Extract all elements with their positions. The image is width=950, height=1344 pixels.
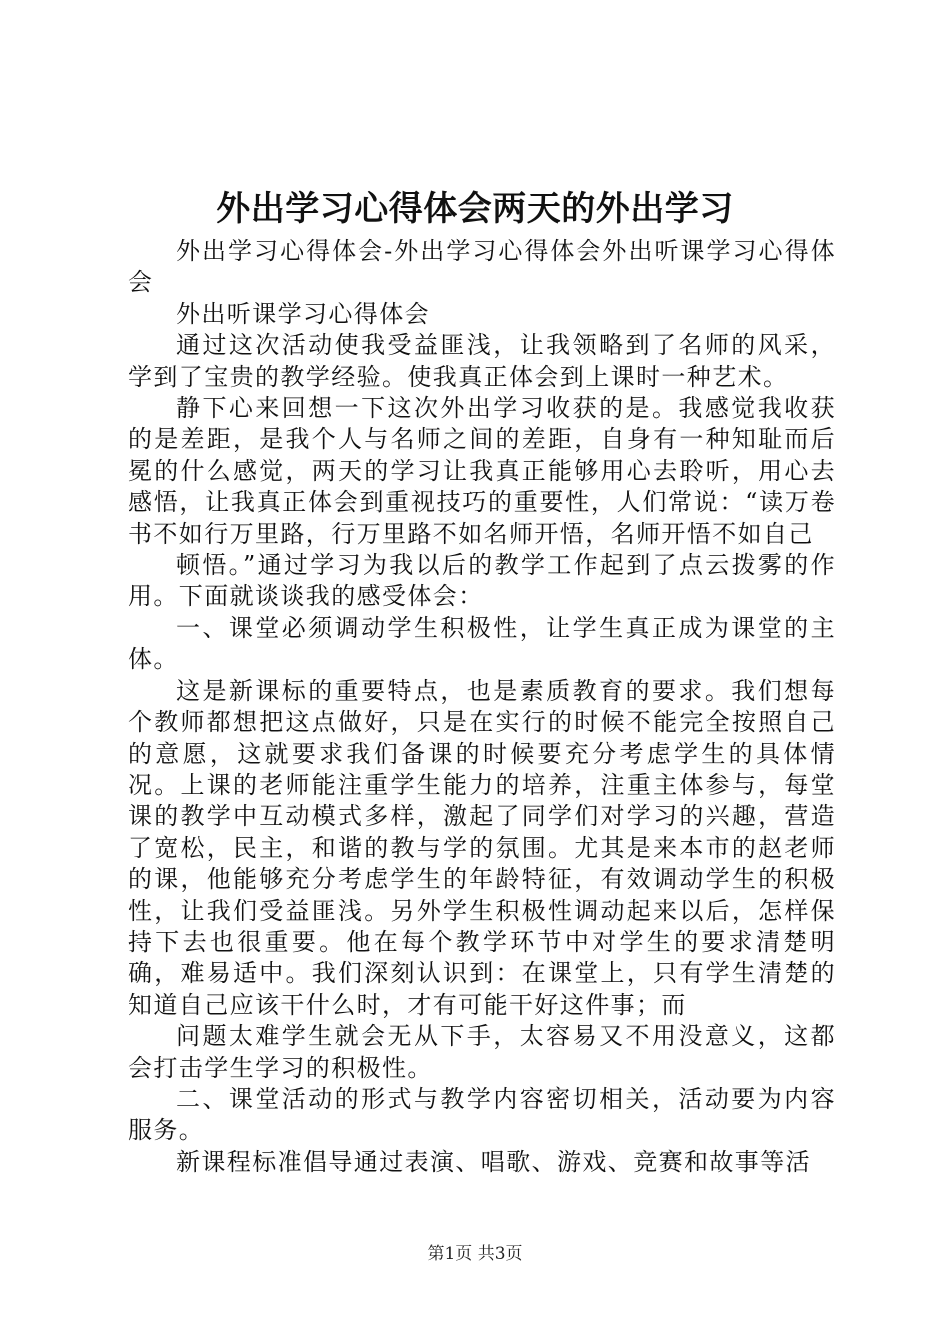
paragraph-3: 通过这次活动使我受益匪浅，让我领略到了名师的风采，学到了宝贵的教学经验。使我真正体会到上课时一种艺术。 [128,331,836,391]
paragraph-2: 外出听课学习心得体会 [176,299,430,328]
paragraph-1: 外出学习心得体会-外出学习心得体会外出听课学习心得体会 [128,237,836,297]
paragraph-7: 这是新课标的重要特点，也是素质教育的要求。我们想每个教师都想把这点做好，只是在实行的时候不能完全按照自己的意愿，这就要求我们备课的时候要充分考虑学生的具体情况。上课的老师能注重学生能力的培养，注重主体参与，每堂课的教学中互动模式多样，激起了同学们对学习的兴趣，营造了宽松，民主，和谐的教与学的氛围。尤其是来本市的赵老师的课，他能够充分考虑学生的年龄特征，有效调动学生的积极性，让我们受益匪浅。另外学生积极性调动起来以后，怎样保持下去也很重要。他在每个教学环节中对学生的要求清楚明确，难易适中。我们深刻认识到：在课堂上，只有学生清楚的知道自己应该干什么时，才有可能干好这件事；而 [128,676,836,1019]
paragraph-5: 顿悟。”通过学习为我以后的教学工作起到了点云拨雾的作用。下面就谈谈我的感受体会： [128,551,836,611]
paragraph-8: 问题太难学生就会无从下手，太容易又不用没意义，这都会打击学生学习的积极性。 [128,1022,836,1082]
paragraph-9: 二、课堂活动的形式与教学内容密切相关，活动要为内容服务。 [128,1084,836,1145]
page-number-footer: 第1页 共3页 [427,1244,523,1264]
paragraph-6: 一、课堂必须调动学生积极性，让学生真正成为课堂的主体。 [128,613,836,674]
document-body [128,236,836,1178]
document-title: 外出学习心得体会两天的外出学习 [216,189,734,229]
paragraph-10: 新课程标准倡导通过表演、唱歌、游戏、竞赛和故事等活 [176,1147,811,1176]
paragraph-4: 静下心来回想一下这次外出学习收获的是。我感觉我收获的是差距，是我个人与名师之间的差距，自身有一种知耻而后冕的什么感觉，两天的学习让我真正能够用心去聆听，用心去感悟，让我真正体会到重视技巧的重要性，人们常说：“读万卷书不如行万里路，行万里路不如名师开悟，名师开悟不如自己 [128,394,836,548]
